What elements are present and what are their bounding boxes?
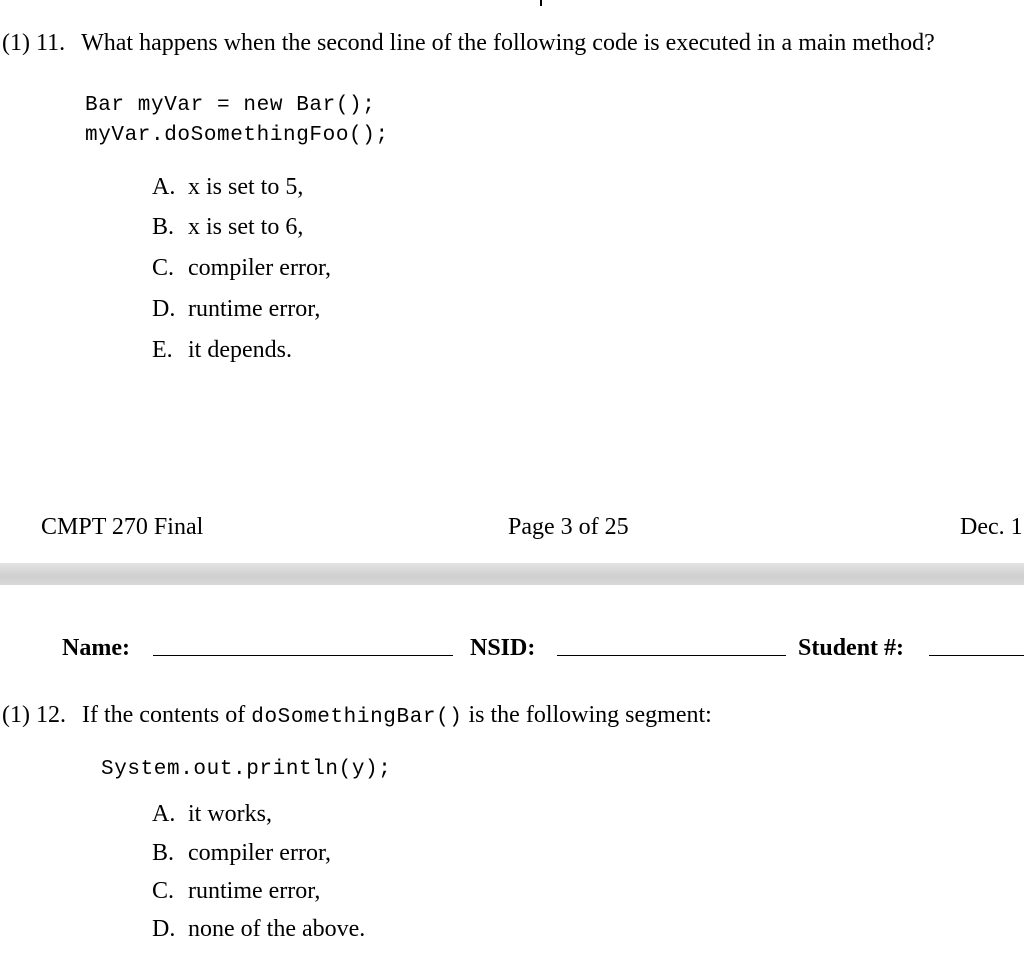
question-12 bbox=[2, 702, 712, 729]
student-number-label: Student #: bbox=[798, 635, 905, 661]
page-divider bbox=[0, 563, 1024, 585]
name-label: Name: bbox=[62, 635, 130, 661]
name-input-line bbox=[153, 655, 453, 656]
nsid-input-line bbox=[557, 655, 786, 656]
footer-course: CMPT 270 Final bbox=[41, 514, 204, 540]
code-line-1: Bar myVar = new Bar(); bbox=[85, 94, 376, 117]
nsid-label: NSID: bbox=[470, 635, 536, 661]
choice-b: B. compiler error, bbox=[152, 840, 331, 866]
footer-date: Dec. 1 bbox=[960, 514, 1023, 540]
question-text-after: is the following segment: bbox=[468, 702, 712, 728]
code-line: System.out.println(y); bbox=[101, 758, 392, 781]
question-text: What happens when the second line of the following code is executed in a main method? bbox=[81, 30, 935, 56]
choice-e: E. it depends. bbox=[152, 337, 292, 363]
choice-a: A. x is set to 5, bbox=[152, 174, 304, 200]
question-number: (1) 12. bbox=[2, 702, 66, 728]
choice-c: C. compiler error, bbox=[152, 255, 331, 281]
choice-a: A. it works, bbox=[152, 801, 272, 827]
choice-d: D. none of the above. bbox=[152, 916, 366, 942]
question-number: (1) 11. bbox=[2, 30, 66, 56]
inline-code: doSomethingBar() bbox=[251, 706, 463, 729]
choice-d: D. runtime error, bbox=[152, 296, 321, 322]
choice-b: B. x is set to 6, bbox=[152, 214, 304, 240]
question-11 bbox=[2, 30, 935, 57]
footer-page-number: Page 3 of 25 bbox=[508, 514, 629, 540]
crop-mark bbox=[540, 0, 542, 6]
question-text-before: If the contents of bbox=[81, 702, 246, 728]
choice-c: C. runtime error, bbox=[152, 878, 321, 904]
code-line-2: myVar.doSomethingFoo(); bbox=[85, 124, 389, 147]
student-number-input-line bbox=[929, 655, 1024, 656]
